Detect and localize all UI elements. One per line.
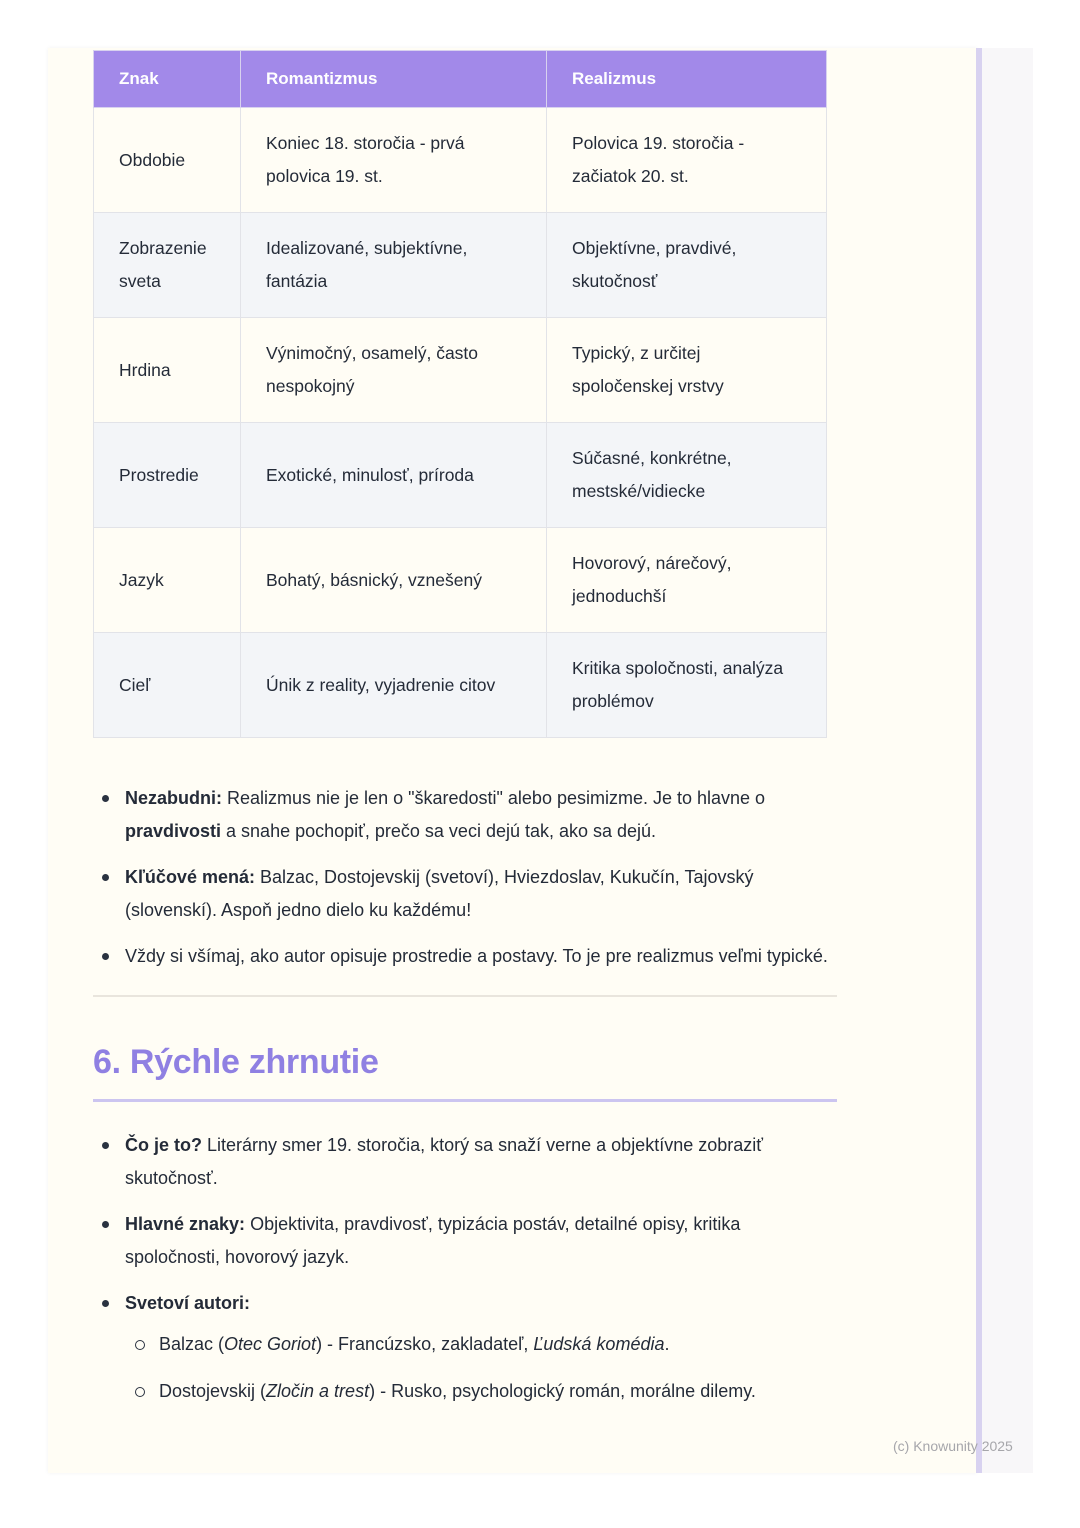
bullet-dot-icon xyxy=(102,1142,109,1149)
page-content xyxy=(48,48,837,1408)
bullet-dot-icon xyxy=(102,1221,109,1228)
list-item-text xyxy=(125,946,828,966)
bullet-dot-icon xyxy=(102,1300,109,1307)
plain-text: ) - Rusko, psychologický román, morálne dilemy. xyxy=(369,1381,756,1401)
list-item-text xyxy=(125,1214,740,1267)
sub-list-item xyxy=(125,1328,837,1361)
heading-underline xyxy=(93,1099,837,1102)
list-item-text xyxy=(125,1293,250,1313)
list-item-text xyxy=(125,788,765,841)
plain-text: Balzac, Dostojevskij (svetoví), Hviezdoslav, Kukučín, Tajovský (slovenskí). Aspoň jedno dielo ku každému! xyxy=(125,867,754,920)
table-cell: Typický, z určitej spoločenskej vrstvy xyxy=(547,318,827,423)
plain-text: Realizmus nie je len o "škaredosti" alebo pesimizme. Je to hlavne o xyxy=(222,788,766,808)
italic-text: Ľudská komédia xyxy=(533,1334,665,1354)
table-cell: Idealizované, subjektívne, fantázia xyxy=(241,213,547,318)
note-item xyxy=(93,782,837,848)
plain-text: Dostojevskij ( xyxy=(159,1381,267,1401)
bullet-dot-icon xyxy=(102,953,109,960)
table-row xyxy=(94,213,827,318)
row-label: Zobrazenie sveta xyxy=(94,213,241,318)
bold-text: pravdivosti xyxy=(125,821,222,841)
row-label: Prostredie xyxy=(94,423,241,528)
table-cell: Výnimočný, osamelý, často nespokojný xyxy=(241,318,547,423)
table-cell: Bohatý, básnický, vznešený xyxy=(241,528,547,633)
plain-text: Objektivita, pravdivosť, typizácia postáv, detailné opisy, kritika spoločnosti, hovorový jazyk. xyxy=(125,1214,741,1267)
notes-list xyxy=(93,782,837,973)
summary-list xyxy=(93,1129,837,1408)
summary-item xyxy=(93,1287,837,1408)
column-header: Znak xyxy=(94,51,241,108)
note-item xyxy=(93,940,837,973)
list-item-text xyxy=(159,1381,756,1401)
sub-list-item xyxy=(125,1375,837,1408)
document-page xyxy=(48,48,977,1473)
bold-text: Čo je to? xyxy=(125,1135,202,1155)
section-heading: 6. Rýchle zhrnutie xyxy=(93,1043,379,1081)
row-label: Cieľ xyxy=(94,633,241,738)
table-cell: Súčasné, konkrétne, mestské/vidiecke xyxy=(547,423,827,528)
table-cell: Exotické, minulosť, príroda xyxy=(241,423,547,528)
plain-text: Literárny smer 19. storočia, ktorý sa snaží verne a objektívne zobraziť skutočnosť. xyxy=(125,1135,763,1188)
bold-text: Hlavné znaky: xyxy=(125,1214,246,1234)
table-cell: Únik z reality, vyjadrenie citov xyxy=(241,633,547,738)
table-body xyxy=(94,108,827,738)
plain-text: . xyxy=(664,1334,670,1354)
table-row xyxy=(94,528,827,633)
sub-list xyxy=(125,1328,837,1408)
list-item-text xyxy=(125,1135,763,1188)
italic-text: Zločin a trest xyxy=(266,1381,370,1401)
bullet-circle-icon xyxy=(135,1340,145,1350)
table-cell: Hovorový, nárečový, jednoduchší xyxy=(547,528,827,633)
table-row xyxy=(94,633,827,738)
table-row xyxy=(94,423,827,528)
summary-item xyxy=(93,1208,837,1274)
bold-text: Nezabudni: xyxy=(125,788,222,808)
list-item-text xyxy=(125,867,754,920)
bold-text: Svetoví autori: xyxy=(125,1293,251,1313)
plain-text: Balzac ( xyxy=(159,1334,225,1354)
italic-text: Otec Goriot xyxy=(224,1334,317,1354)
row-label: Hrdina xyxy=(94,318,241,423)
comparison-table xyxy=(93,50,827,738)
plain-text: ) - Francúzsko, zakladateľ, xyxy=(316,1334,534,1354)
note-item xyxy=(93,861,837,927)
table-row xyxy=(94,318,827,423)
column-header: Realizmus xyxy=(547,51,827,108)
column-header: Romantizmus xyxy=(241,51,547,108)
section-divider xyxy=(93,995,837,997)
bullet-circle-icon xyxy=(135,1387,145,1397)
bold-text: Kľúčové mená: xyxy=(125,867,255,887)
table-cell: Objektívne, pravdivé, skutočnosť xyxy=(547,213,827,318)
plain-text: a snahe pochopiť, prečo sa veci dejú tak, ako sa dejú. xyxy=(221,821,657,841)
summary-item xyxy=(93,1129,837,1195)
bullet-dot-icon xyxy=(102,795,109,802)
copyright-watermark: (c) Knowunity 2025 xyxy=(893,1438,1013,1454)
list-item-text xyxy=(159,1334,670,1354)
table-cell: Koniec 18. storočia - prvá polovica 19. st. xyxy=(241,108,547,213)
bullet-dot-icon xyxy=(102,874,109,881)
row-label: Obdobie xyxy=(94,108,241,213)
table-cell: Polovica 19. storočia - začiatok 20. st. xyxy=(547,108,827,213)
table-cell: Kritika spoločnosti, analýza problémov xyxy=(547,633,827,738)
table-header-row xyxy=(94,51,827,108)
plain-text: Vždy si všímaj, ako autor opisuje prostredie a postavy. To je pre realizmus veľmi typické. xyxy=(125,946,828,966)
row-label: Jazyk xyxy=(94,528,241,633)
table-row xyxy=(94,108,827,213)
next-page-strip xyxy=(982,48,1033,1473)
